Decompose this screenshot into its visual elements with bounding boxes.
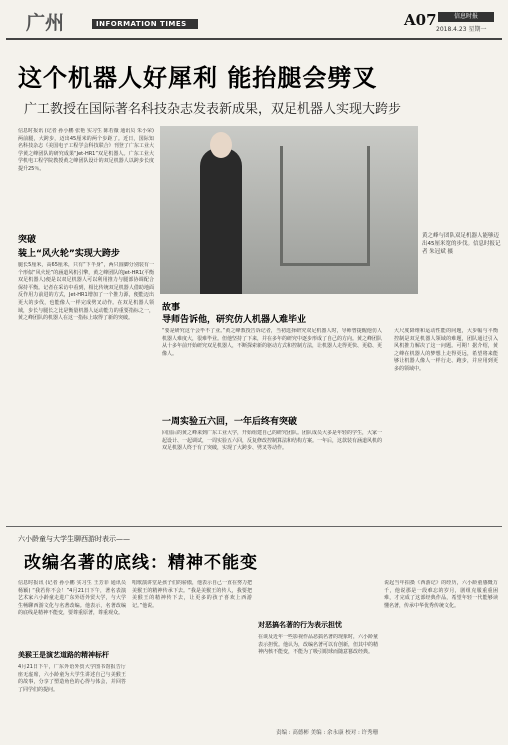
right-column-text: 大尺度降维和运动性能的问题，大步幅与平衡控制是双足机器人领域的难题，团队通过引入风机推力解决了这一问题。可期！据介绍，黄之峰在机器人的梦想上走得更远，希望将来能够让机器人像人一样行走、跑步，并应用到更多的领域中。 bbox=[394, 328, 498, 372]
story-divider bbox=[6, 526, 502, 527]
page-number: A07 bbox=[404, 11, 437, 29]
section1-subtitle: 装上“风火轮”实现大跨步 bbox=[18, 249, 120, 259]
robot-figure bbox=[280, 146, 370, 266]
main-headline: 这个机器人好犀利 能抬腿会劈叉 bbox=[18, 64, 378, 92]
page-credits: 责编 : 高德彬 美编 : 余永康 校对 : 许秀珊 bbox=[276, 730, 379, 736]
section1-text: 腿长5厘米，高65厘米，只有“下半身”，两只圆脚分别装有一个形似“风火轮”的涵道风机引擎，黄之峰团队的Jet-HR1(平衡双足机器人)便是以双足机器人可以利用推力与腿部协调配合保持平衡。记者在采访中看到，相比传统双足机器人借助地面反作用力前进的方式，Jet-HR1增加了一个推力源，便能迈出更大的步伐，也能像人一样完成劈叉动作。在双足机器人领域，步长与腿长之比是衡量机器人运动能力的重要指标之一，黄之峰团队的机器人在这一指标上取得了新的突破。 bbox=[18, 262, 154, 322]
section3-text: 回国后的黄之峰来到广东工业大学，开始组建自己的研究团队。团队成员大多是年轻的学生，大家一起设计、一起调试，一周实验五六回，反复修改控制算法和结构方案。一年后，这款装有涵道风机的双足机器人终于有了突破，实现了大跨步、劈叉等动作。 bbox=[162, 430, 382, 452]
col3-title: 对恶搞名著的行为表示担忧 bbox=[258, 621, 342, 629]
professor-figure bbox=[200, 148, 242, 294]
masthead bbox=[6, 8, 502, 36]
robot-photo bbox=[160, 126, 418, 294]
section-name: 广州 bbox=[26, 12, 65, 34]
col1-text: 4月21日下午，广东外语外贸大学图书馆报告厅座无虚席，六小龄童为大学生讲述自己与美猴王的故事，分享了塑造角色的心得与体会，并回答了同学们的提问。 bbox=[18, 664, 126, 693]
col2-text: 唱歌演讲堂是孩子们的骄傲，他表示自己一直在努力把美猴王的精神传承下去。“我是美猴王的传人，我要把美猴王的精神传下去，让更多的孩子喜欢上西游记。”他说。 bbox=[132, 580, 252, 609]
masthead-rule bbox=[6, 38, 502, 40]
professor-head bbox=[210, 132, 232, 158]
masthead-bar: INFORMATION TIMES bbox=[92, 19, 198, 29]
section2-text: “要是研究这个会毕不了业。”黄之峰教授告诉记者，当初选择研究双足机器人时，导师曾提醒他仿人机器人难度大，很难毕业。但他坚持了下来，并在多年的研究中逐步形成了自己的方向。黄之峰团队从十多年前开始研究双足机器人，不断探索新的驱动方式和控制方法，让机器人走得更快、更稳、更像人。 bbox=[162, 328, 382, 357]
col1-title: 美猴王是演艺道路的精神标杆 bbox=[18, 651, 109, 659]
section2-subtitle: 导师告诉他，研究仿人机器人难毕业 bbox=[162, 315, 307, 325]
second-lead: 信息时报讯 (记者 孙小鹏 实习生 王芳菲 通讯员 杨颖) “我若你不会！”4月21日下午，著名表演艺术家六小龄童走进广东外语外贸大学，与大学生畅聊西游文化与名著改编。他表示，名著改编的底线是精神不能变，要尊重原著，尊重观众。 bbox=[18, 580, 126, 617]
second-kicker: 六小龄童与大学生聊西游时表示—— bbox=[18, 535, 130, 543]
section2-title: 故事 bbox=[162, 303, 181, 313]
col4-text: 说起当年拍摄《西游记》的经历，六小龄童感慨万千，他说那是一段难忘的岁月，剧组克服重重困难，才完成了这部经典作品，希望年轻一代能够读懂名著，传承中华优秀传统文化。 bbox=[384, 580, 498, 609]
second-headline: 改编名著的底线：精神不能变 bbox=[24, 553, 258, 573]
col3-text: 在谈及近年一些影视作品恶搞名著的现象时，六小龄童表示担忧。他认为，改编名著可以有创新，但其中的精神内核不能变，不能为了吸引眼球而随意篡改经典。 bbox=[258, 634, 378, 656]
photo-caption: 黄之峰与团队双足机器人能够迈出45厘米宽的步伐。信息时报记者 朱冠斌 摄 bbox=[422, 233, 501, 255]
section1-title: 突破 bbox=[18, 235, 37, 245]
lead-paragraph: 信息时报讯 (记者 孙小鹏 张艳 实习生 陈若薇 通讯员 朱小荣) 两前腿，大跨步，迈出45厘米的两个步距了。近日，国际知名科技杂志《美国电子工程学会科技联合》刊登了广东工业大学黄之峰团队的研究成果“Jet-HR1”双足机器人。广东工业大学机电工程学院教授黄之峰团队设计的双足机器人以跨步长度提升25％。 bbox=[18, 128, 154, 172]
paper-name: 信息时报 bbox=[438, 12, 494, 22]
section3-subtitle: 一周实验五六回，一年后终有突破 bbox=[162, 417, 298, 427]
main-subheadline: 广工教授在国际著名科技杂志发表新成果，双足机器人实现大跨步 bbox=[24, 102, 402, 117]
issue-date: 2018.4.23 星期一 bbox=[436, 26, 487, 33]
